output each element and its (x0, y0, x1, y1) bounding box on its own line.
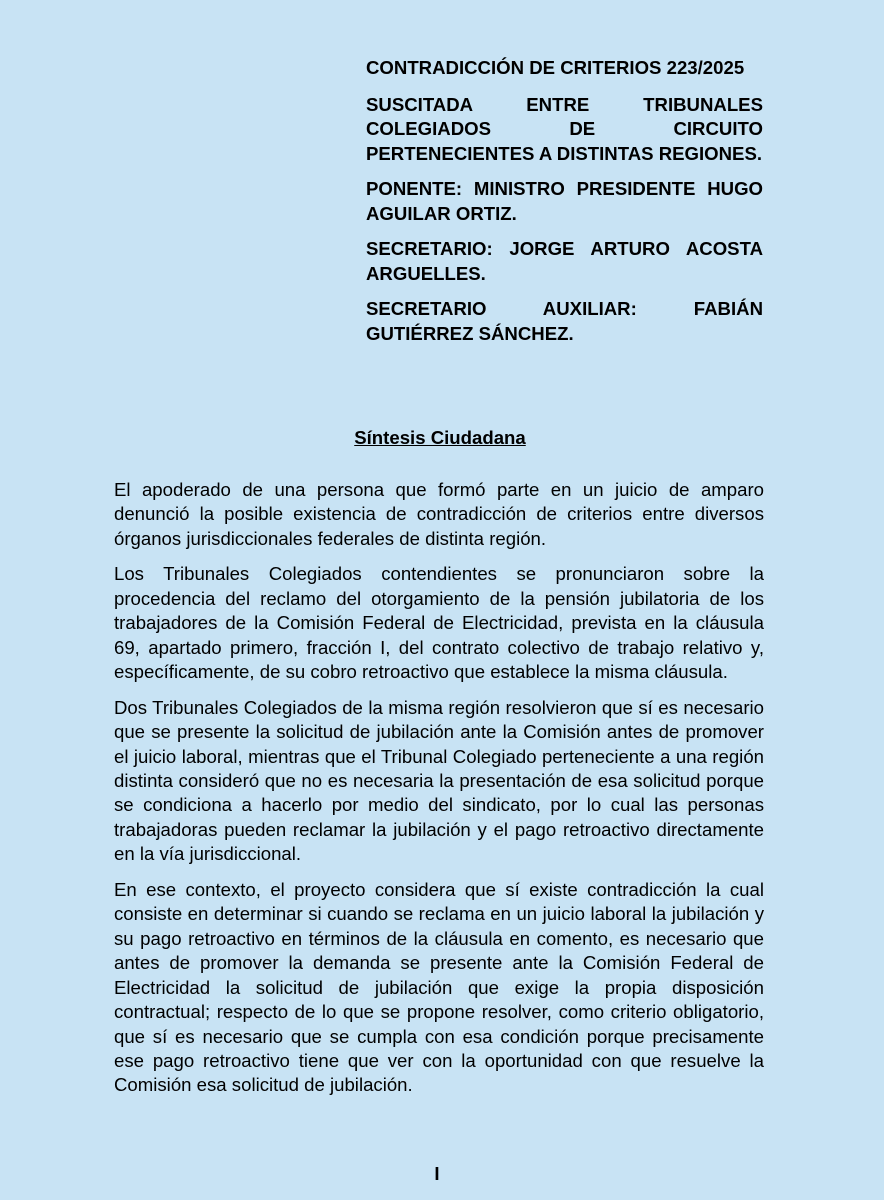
case-secretario-auxiliar: SECRETARIO AUXILIAR: FABIÁN GUTIÉRREZ SÁNCHEZ. (366, 298, 763, 344)
case-secretario: SECRETARIO: JORGE ARTURO ACOSTA ARGUELLES. (366, 238, 763, 284)
page-number-container (0, 1162, 884, 1186)
page-number: I (434, 1163, 440, 1184)
case-parties: SUSCITADA ENTRE TRIBUNALES COLEGIADOS DE CIRCUITO PERTENECIENTES A DISTINTAS REGIONES. (366, 93, 763, 164)
case-ponente: PONENTE: MINISTRO PRESIDENTE HUGO AGUILAR ORTIZ. (366, 178, 763, 224)
synthesis-body (114, 478, 764, 1109)
synthesis-paragraph: Dos Tribunales Colegiados de la misma región resolvieron que sí es necesario que se presente la solicitud de jubilación ante la Comisión antes de promover el juicio laboral, mientras que el Tribunal Colegiado perteneciente a una región distinta consideró que no es necesaria la presentación de esa solicitud porque se condiciona a hacerlo por medio del sindicato, por lo cual las personas trabajadoras pueden reclamar la jubilación y el pago retroactivo directamente en la vía jurisdiccional. (114, 696, 764, 865)
synthesis-paragraph: Los Tribunales Colegiados contendientes se pronunciaron sobre la procedencia del reclamo del otorgamiento de la pensión jubilatoria de los trabajadores de la Comisión Federal de Electricidad, prevista en la cláusula 69, apartado primero, fracción I, del contrato colectivo de trabajo relativo y, específicamente, de su cobro retroactivo que establece la misma cláusula. (114, 563, 764, 683)
synthesis-paragraph: En ese contexto, el proyecto considera que sí existe contradicción la cual consiste en determinar si cuando se reclama en un juicio laboral la jubilación y su pago retroactivo en términos de la cláusula en comento, es necesario que antes de promover la demanda se presente ante la Comisión Federal de Electricidad la solicitud de jubilación que exige la propia disposición contractual; respecto de lo que se propone resolver, como criterio obligatorio, que sí es necesario que se cumpla con esa condición porque precisamente ese pago retroactivo tiene que ver con la oportunidad con que resuelve la Comisión esa solicitud de jubilación. (114, 878, 764, 1096)
case-header (366, 56, 763, 357)
synthesis-heading: Síntesis Ciudadana (354, 427, 526, 448)
case-number: CONTRADICCIÓN DE CRITERIOS 223/2025 (366, 57, 745, 78)
synthesis-heading-container (0, 426, 884, 450)
synthesis-paragraph: El apoderado de una persona que formó parte en un juicio de amparo denunció la posible existencia de contradicción de criterios entre diversos órganos jurisdiccionales federales de distinta región. (114, 479, 764, 549)
